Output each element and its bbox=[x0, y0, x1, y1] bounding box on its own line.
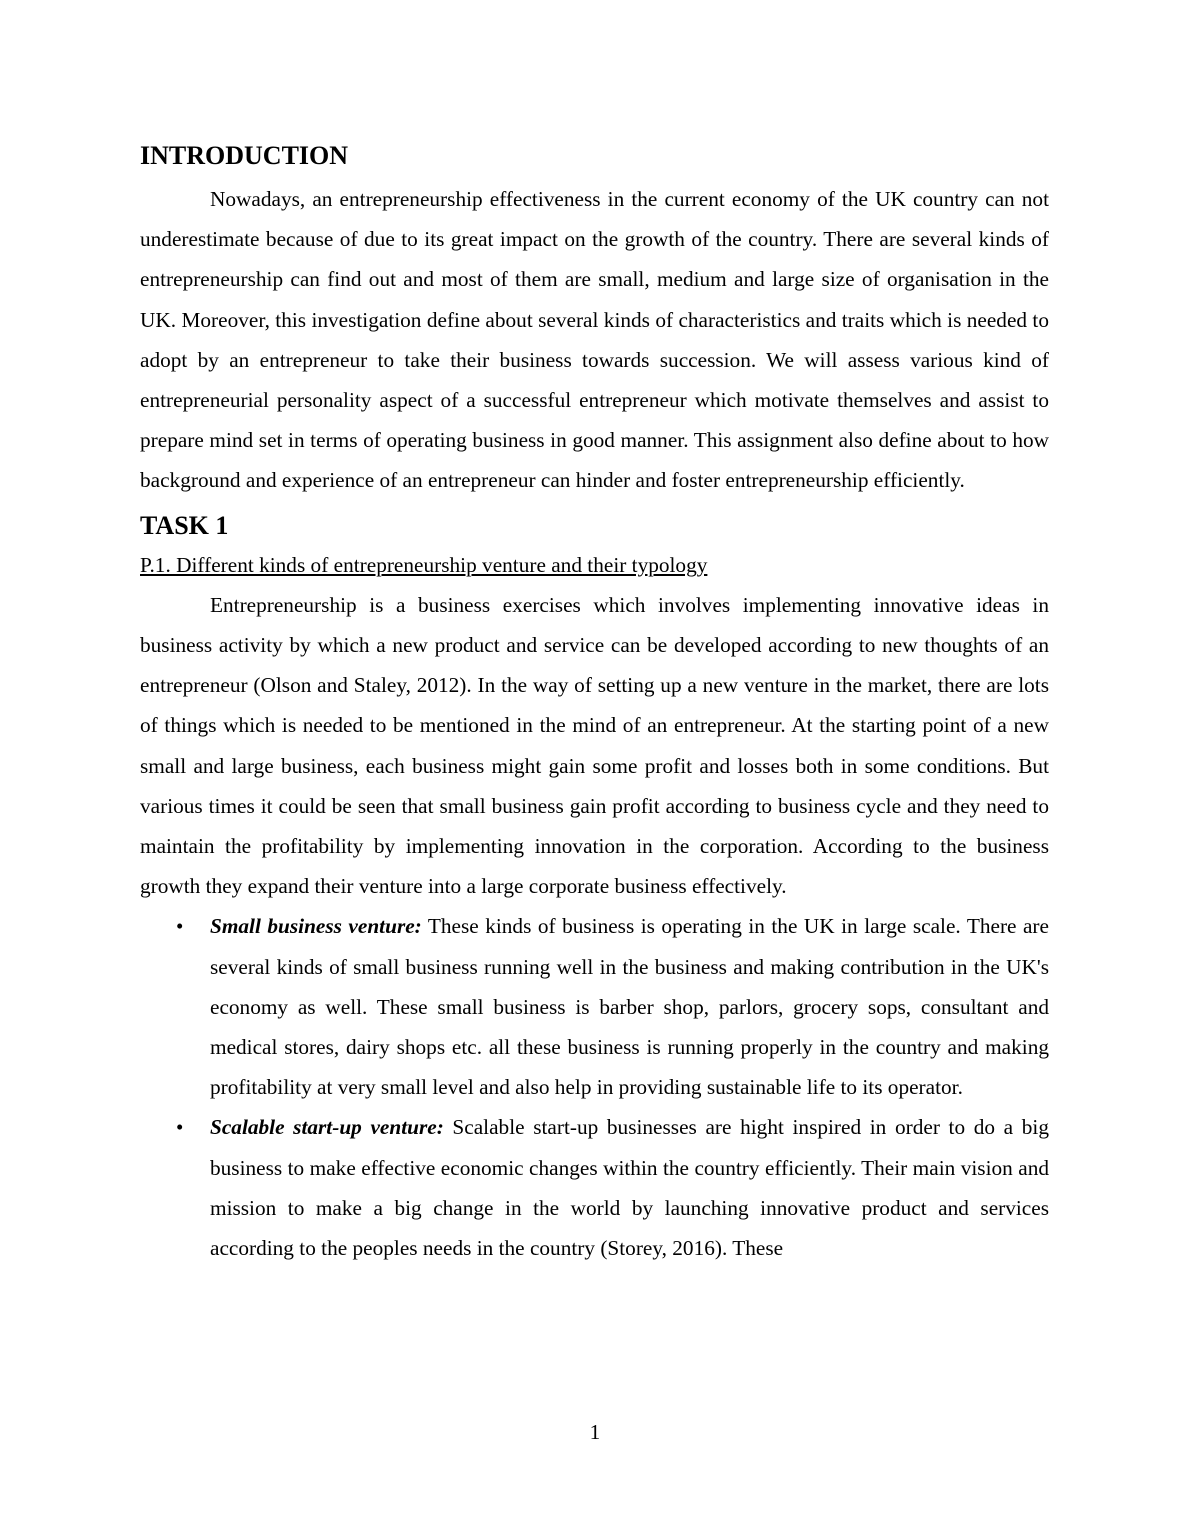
page-content bbox=[140, 139, 1049, 1268]
introduction-paragraph: Nowadays, an entrepreneurship effectiveness in the current economy of the UK country can not underestimate because of due to its great impact on the growth of the country. There are several kinds of entrepreneurship can find out and most of them are small, medium and large size of organisation in the UK. Moreover, this investigation define about several kinds of characteristics and traits which is needed to adopt by an entrepreneur to take their business towards succession. We will assess various kind of entrepreneurial personality aspect of a successful entrepreneur which motivate themselves and assist to prepare mind set in terms of operating business in good manner. This assignment also define about to how background and experience of an entrepreneur can hinder and foster entrepreneurship efficiently. bbox=[140, 187, 1049, 493]
task1-paragraph: Entrepreneurship is a business exercises which involves implementing innovative ideas in business activity by which a new product and service can be developed according to new thoughts of an entrepreneur (Olson and Staley, 2012). In the way of setting up a new venture in the market, there are lots of things which is needed to be mentioned in the mind of an entrepreneur. At the starting point of a new small and large business, each business might gain some profit and losses both in some conditions. But various times it could be seen that small business gain profit according to business cycle and they need to maintain the profitability by implementing innovation in the corporation. According to the business growth they expand their venture into a large corporate business effectively. bbox=[140, 592, 1049, 899]
page-number: 1 bbox=[589, 1420, 601, 1444]
bullet-text: Scalable start-up businesses are hight inspired in order to do a big business to make effective economic changes within the country efficiently. Their main vision and mission to make a big change in the world by launching innovative product and services according to the peoples needs in the country (Storey, 2016). These bbox=[210, 1115, 1049, 1261]
bullet-term: Small business venture: bbox=[210, 914, 422, 939]
introduction-heading: INTRODUCTION bbox=[140, 141, 349, 170]
bullet-scalable-startup bbox=[140, 1107, 1049, 1268]
bullet-icon: • bbox=[176, 1115, 184, 1140]
bullet-text: These kinds of business is operating in the UK in large scale. There are several kinds of small business running well in the business and making contribution in the UK's economy as well. These small business is barber shop, parlors, grocery sops, consultant and medical stores, dairy shops etc. all these business is running properly in the country and making profitability at very small level and also help in providing sustainable life to its operator. bbox=[210, 914, 1049, 1100]
task1-heading: TASK 1 bbox=[140, 510, 229, 540]
bullet-term: Scalable start-up venture: bbox=[210, 1115, 444, 1140]
task1-subheading: P.1. Different kinds of entrepreneurship venture and their typology bbox=[140, 552, 708, 577]
venture-bullet-list bbox=[140, 906, 1049, 1268]
bullet-small-business bbox=[140, 906, 1049, 1107]
bullet-icon: • bbox=[176, 914, 184, 939]
